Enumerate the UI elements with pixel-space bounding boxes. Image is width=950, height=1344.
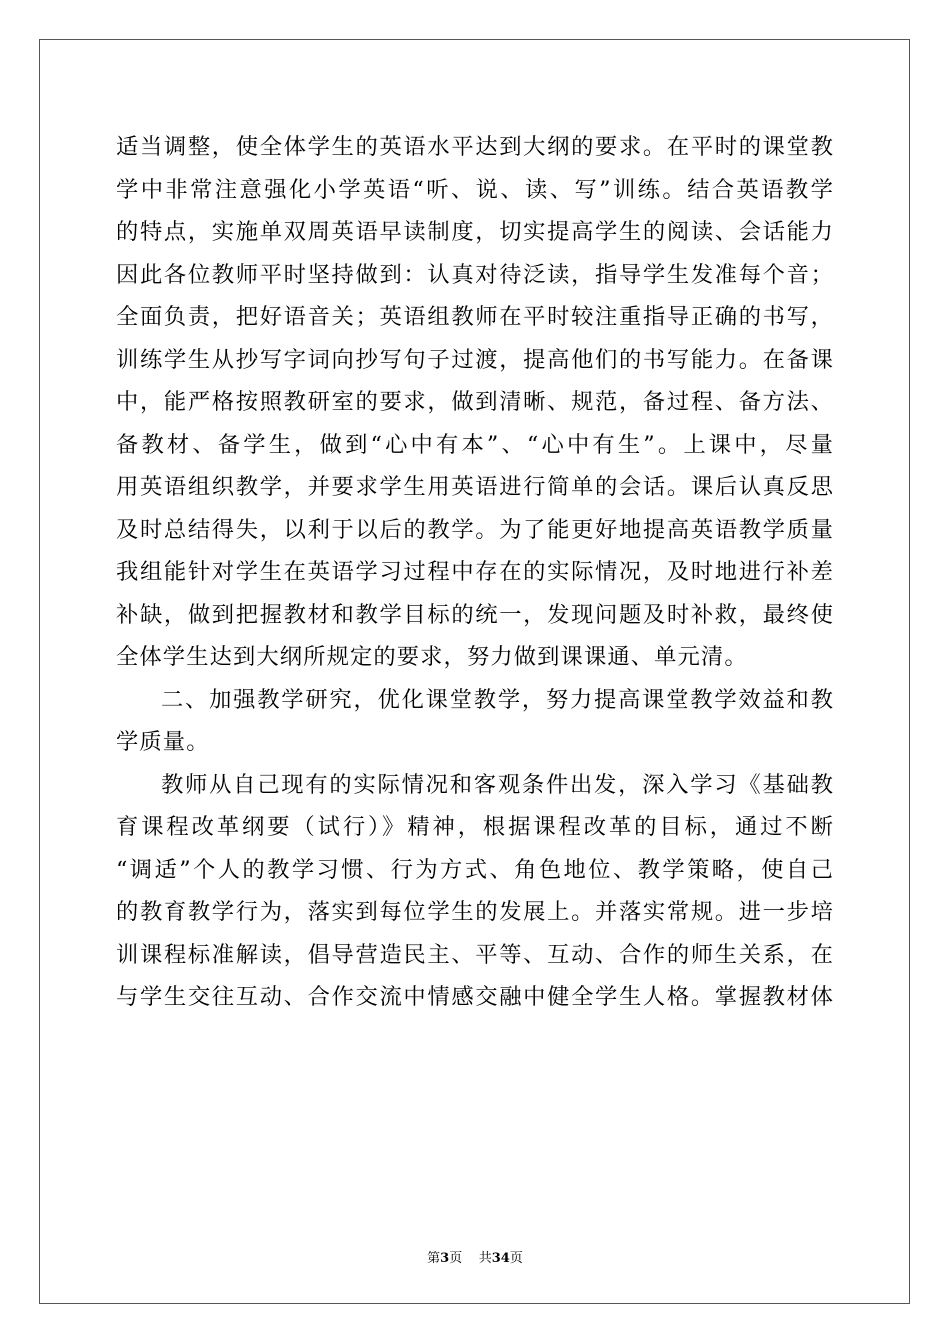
text-line: 与学生交往互动、合作交流中情感交融中健全学生人格。掌握教材体	[116, 984, 834, 1010]
text-line: 备教材、备学生，做到“心中有本”、“心中有生”。上课中，尽量	[116, 431, 834, 458]
text-line: 训练学生从抄写字词向抄写句子过渡，提高他们的书写能力。在备课	[116, 346, 834, 373]
text-line: 学中非常注意强化小学英语“听、说、读、写”训练。结合英语教学	[116, 176, 834, 203]
text-line: “调适”个人的教学习惯、行为方式、角色地位、教学策略，使自己	[116, 856, 834, 883]
text-line: 教师从自己现有的实际情况和客观条件出发，深入学习《基础教	[161, 771, 834, 798]
text-line: 中，能严格按照教研室的要求，做到清晰、规范，备过程、备方法、	[116, 389, 834, 415]
page-suffix: 页	[449, 1251, 463, 1266]
total-prefix: 共	[478, 1251, 492, 1266]
page-prefix: 第	[427, 1251, 441, 1266]
total-pages: 34	[491, 1251, 510, 1266]
text-line: 育课程改革纲要（试行）》精神，根据课程改革的目标，通过不断	[116, 814, 834, 840]
document-body	[116, 126, 834, 1019]
text-line: 适当调整，使全体学生的英语水平达到大纲的要求。在平时的课堂教	[116, 134, 834, 160]
text-line: 的特点，实施单双周英语早读制度，切实提高学生的阅读、会话能力	[116, 219, 834, 245]
text-line: 训课程标准解读，倡导营造民主、平等、互动、合作的师生关系，在	[116, 941, 834, 968]
text-line: 的教育教学行为，落实到每位学生的发展上。并落实常规。进一步培	[116, 899, 834, 925]
text-line: 因此各位教师平时坚持做到：认真对待泛读，指导学生发准每个音；	[116, 261, 834, 288]
total-suffix: 页	[509, 1251, 523, 1266]
text-line: 全体学生达到大纲所规定的要求，努力做到课课通、单元清。	[116, 644, 748, 670]
text-line: 我组能针对学生在英语学习过程中存在的实际情况，及时地进行补差	[116, 559, 834, 585]
text-line: 学质量。	[116, 729, 210, 755]
text-line: 及时总结得失，以利于以后的教学。为了能更好地提高英语教学质量	[116, 516, 834, 543]
text-line: 全面负责，把好语音关；英语组教师在平时较注重指导正确的书写，	[116, 304, 834, 330]
text-line: 补缺，做到把握教材和教学目标的统一，发现问题及时补救，最终使	[116, 601, 834, 628]
paragraph-2	[116, 679, 834, 764]
page-number: 3	[440, 1251, 450, 1266]
page-footer	[0, 1247, 950, 1266]
paragraph-1	[116, 126, 834, 679]
text-line: 用英语组织教学，并要求学生用英语进行简单的会话。课后认真反思	[116, 474, 834, 500]
text-line: 二、加强教学研究，优化课堂教学，努力提高课堂教学效益和教	[161, 686, 834, 713]
paragraph-3	[116, 764, 834, 1019]
